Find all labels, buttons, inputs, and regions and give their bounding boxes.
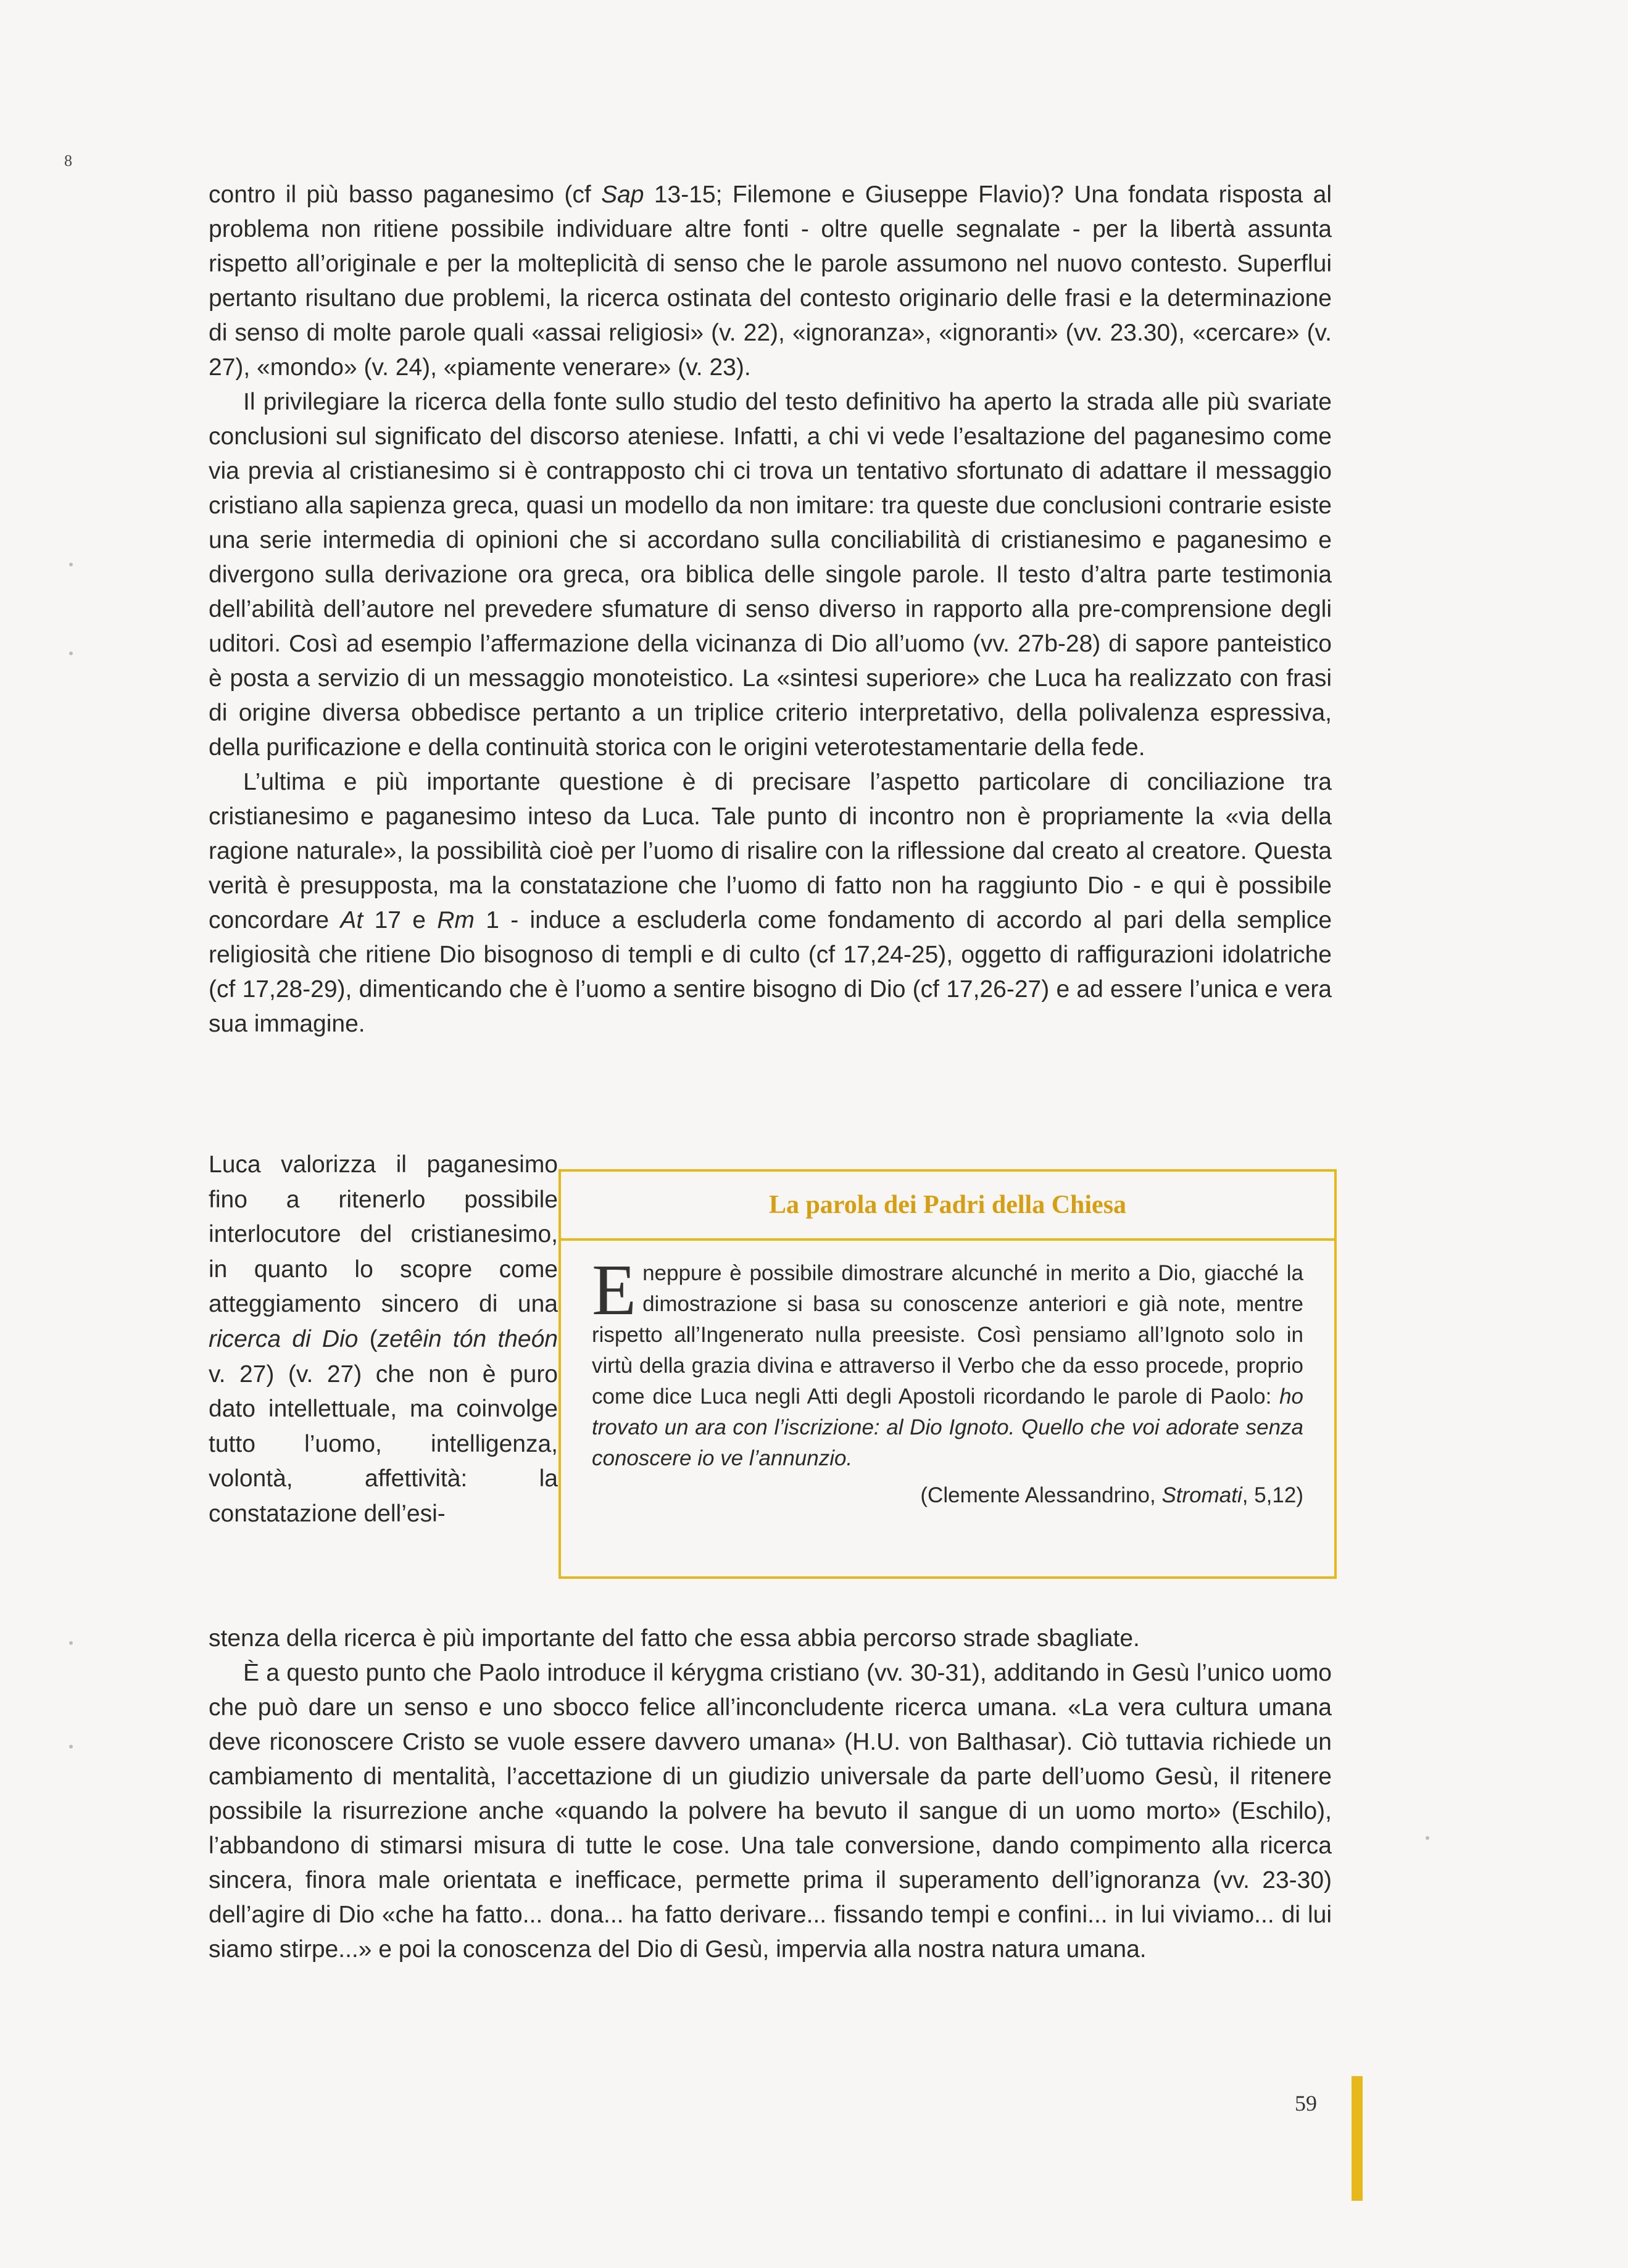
paragraph-2: Il privilegiare la ricerca della fonte sullo studio del testo definitivo ha aperto la strada alle più svariate conclusioni sul significato del discorso ateniese. Infatti, a chi vi vede l’esaltazione del paganesimo come via previa al cristianesimo si è contrapposto chi ci trova un tentativo sfortunato di adattare il messaggio cristiano alla sapienza greca, quasi un modello da non imitare: tra queste due conclusioni contrarie esiste una serie intermedia di opinioni che si accordano sulla conciliabilità di cristianesimo e paganesimo e divergono sulla derivazione ora greca, ora biblica delle singole parole. Il testo d’altra parte testimonia dell’abilità dell’autore nel prevedere sfumature di senso diverso in rapporto alla pre-comprensione degli uditori. Così ad esempio l’affermazione della vicinanza di Dio all’uomo (vv. 27b-28) di sapore panteistico è posta a servizio di un messaggio monoteistico. La «sintesi superiore» che Luca ha realizzato con frasi di origine diversa obbedisce pertanto a un triplice criterio interpretativo, della polivalenza espressiva, della purificazione e della continuità storica con le origini veterotestamentarie della fede. <box>209 389 1332 761</box>
paragraph-1-citation: Sap <box>601 181 644 208</box>
main-text-lower <box>209 1621 1332 1967</box>
quote-attribution <box>592 1480 1303 1511</box>
page-number: 59 <box>1295 2091 1317 2116</box>
scan-speck <box>69 563 73 566</box>
main-text-upper <box>209 178 1332 1041</box>
paragraph-4-text-end: v. 27) (v. 27) che non è puro dato intellettuale, ma coinvolge tutto l’uomo, intelligenza, volontà, affettività: la constatazione dell’esi- <box>209 1360 558 1527</box>
paragraph-4-paren: ( <box>358 1325 378 1352</box>
attribution-author: (Clemente Alessandrino, <box>920 1483 1162 1507</box>
paragraph-3-text: L’ultima e più importante questione è di precisare l’aspetto particolare di conciliazione tra cristianesimo e paganesimo inteso da Luca. Tale punto di incontro non è propriamente la «via della ragione naturale», la possibilità cioè per l’uomo di risalire con la riflessione dal creato al creatore. Questa verità è presupposta, ma la constatazione che l’uomo di fatto non ha raggiunto Dio - e qui è possibile concordare <box>209 769 1332 933</box>
scan-speck <box>1426 1836 1429 1840</box>
paragraph-4 <box>209 1148 558 1532</box>
paragraph-4-narrow-column <box>209 1148 558 1532</box>
scan-speck <box>69 1745 73 1749</box>
scan-speck <box>69 652 73 655</box>
paragraph-3-text-mid: 17 e <box>363 907 438 933</box>
paragraph-4-text: Luca valorizza il paganesimo fino a ritenerlo possibile interlocutore del cristianesimo, in quanto lo scopre come atteggiamento sincero di una <box>209 1151 558 1318</box>
paragraph-3-citation-at: At <box>340 907 363 933</box>
quote-box-title: La parola dei Padri della Chiesa <box>768 1191 1127 1219</box>
paragraph-4-greek-term: zetêin tón theón <box>377 1325 558 1352</box>
paragraph-4-continuation: stenza della ricerca è più importante del fatto che essa abbia percorso strade sbagliate. <box>209 1625 1140 1652</box>
paragraph-1 <box>209 178 1332 385</box>
drop-cap: E <box>592 1249 637 1330</box>
scan-speck <box>69 1641 73 1645</box>
paragraph-3-text-end: 1 - induce a escluderla come fondamento di accordo al pari della semplice religiosità che ritiene Dio bisognoso di templi e di culto (cf 17,24-25), oggetto di raffigurazioni idolatriche (cf 17,28-29), dimenticando che è l’uomo a sentire bisogno di Dio (cf 17,26-27) e ad essere l’unica e vera sua immagine. <box>209 907 1332 1037</box>
paragraph-4-italic-phrase: ricerca di Dio <box>209 1325 359 1352</box>
paragraph-3 <box>209 765 1332 1041</box>
margin-page-marker: 8 <box>64 152 72 170</box>
quote-box-header <box>561 1172 1334 1241</box>
quote-italic-text: ho trovato un ara con l’iscrizione: al Dio Ignoto. Quello che voi adorate senza conoscere io ve l’annunzio. <box>592 1384 1303 1470</box>
accent-bar <box>1352 2076 1363 2201</box>
paragraph-1-text: contro il più basso paganesimo (cf <box>209 181 602 208</box>
quote-text: neppure è possibile dimostrare alcunché in merito a Dio, giacché la dimostrazione si basa su conoscenze anteriori e già note, mentre rispetto all’Ingenerato nulla preesiste. Così pensiamo all’Ignoto solo in virtù della grazia divina e attraverso il Verbo che da esso procede, proprio come dice Luca negli Atti degli Apostoli ricordando le parole di Paolo: <box>592 1261 1303 1409</box>
paragraph-1-text-cont: 13-15; Filemone e Giuseppe Flavio)? Una fondata risposta al problema non ritiene possibile individuare altre fonti - oltre quelle segnalate - per la libertà assunta rispetto all’originale e per la molteplicità di senso che le parole assumono nel nuovo contesto. Superflui pertanto risultano due problemi, la ricerca ostinata del contesto originario delle frasi e la determinazione di senso di molte parole quali «assai religiosi» (v. 22), «ignoranza», «ignoranti» (vv. 23.30), «cercare» (v. 27), «mondo» (v. 24), «piamente venerare» (v. 23). <box>209 181 1332 381</box>
attribution-reference: , 5,12) <box>1242 1483 1303 1507</box>
paragraph-3-citation-rm: Rm <box>437 907 475 933</box>
paragraph-5: È a questo punto che Paolo introduce il kérygma cristiano (vv. 30-31), additando in Gesù l’unico uomo che può dare un senso e uno sbocco felice all’inconcludente ricerca umana. «La vera cultura umana deve riconoscere Cristo se vuole essere davvero umana» (H.U. von Balthasar). Ciò tuttavia richiede un cambiamento di mentalità, l’accettazione di un giudizio universale da parte dell’uomo Gesù, il ritenere possibile la risurrezione anche «quando la polvere ha bevuto il sangue di un uomo morto» (Eschilo), l’abbandono di stimarsi misura di tutte le cose. Una tale conversione, dando compimento alla ricerca sincera, finora male orientata e inefficace, permette prima il superamento dell’ignoranza (vv. 23-30) dell’agire di Dio «che ha fatto... dona... ha fatto derivare... fissando tempi e confini... in lui viviamo... di lui siamo stirpe...» e poi la conoscenza del Dio di Gesù, impervia alla nostra natura umana. <box>209 1660 1332 1963</box>
quote-box-body <box>561 1241 1334 1511</box>
attribution-work: Stromati <box>1161 1483 1242 1507</box>
quote-box <box>559 1169 1337 1579</box>
